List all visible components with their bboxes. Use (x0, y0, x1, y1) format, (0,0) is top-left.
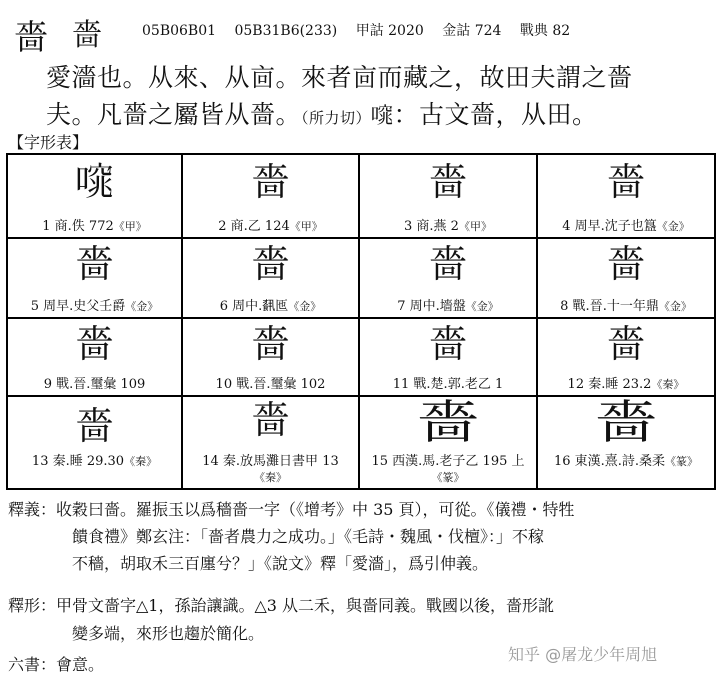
glyph-caption: 4 周早.沈子也簋《金》 (562, 219, 690, 234)
glyph-row-2 (8, 237, 714, 319)
meaning-note-line-1: 釋義：收穀曰嗇。羅振玉以爲穡嗇一字（《增考》中 35 頁），可從。《儀禮・特牲 (8, 500, 575, 519)
glyph-form: 嗇 (428, 242, 467, 286)
reference-codes (142, 20, 584, 40)
glyph-form: 嗇 (594, 395, 658, 449)
glyph-caption: 13 秦.睡 29.30《秦》 (31, 454, 158, 469)
glyph-caption: 6 周中.𩛥匜《金》 (219, 299, 322, 314)
glyph-cell-4 (538, 155, 714, 237)
glyph-cell-12 (538, 317, 714, 395)
code-2: 05B31B6(233) (234, 23, 338, 39)
glyph-form: 嗇 (75, 242, 114, 286)
glyph-caption: 7 周中.墻盤《金》 (397, 299, 499, 314)
glyph-caption: 5 周早.史父壬爵《金》 (30, 299, 159, 314)
glyph-cell-1 (8, 155, 183, 237)
glyph-cell-2 (183, 155, 360, 237)
glyph-form: 嗇 (75, 322, 114, 366)
code-4: 金詁 724 (442, 23, 502, 39)
definition-line-2-tail: ：古文嗇，从田。 (393, 100, 598, 129)
glyph-form: 嗇 (75, 404, 114, 448)
glyph-form: 嗇 (416, 395, 480, 449)
glyph-form: 嗇 (428, 322, 467, 366)
glyph-cell-11 (360, 317, 538, 395)
glyph-caption: 12 秦.睡 23.2《秦》 (567, 377, 685, 392)
glyph-table (6, 153, 716, 490)
glyph-row-1 (8, 155, 714, 239)
glyph-form: 嗇 (251, 160, 290, 204)
glyph-cell-6 (183, 237, 360, 317)
glyph-caption: 3 商.燕 2《甲》 (404, 219, 492, 234)
glyph-cell-5 (8, 237, 183, 317)
glyph-form: 嗇 (251, 242, 290, 286)
glyph-caption: 1 商.佚 772《甲》 (42, 219, 147, 234)
glyph-table-title: 【字形表】 (8, 133, 89, 152)
definition-line-2-main: 夫。凡嗇之屬皆从嗇。 (46, 100, 302, 129)
form-note-line-2: 變多端，來形也趨於簡化。 (72, 624, 265, 643)
code-3: 甲詁 2020 (355, 23, 424, 39)
glyph-caption: 10 戰.晉.璽彙 102 (215, 377, 326, 392)
glyph-caption: 16 東漢.熹.詩.桑柔《篆》 (553, 454, 699, 469)
meaning-note-line-2: 饋食禮》鄭玄注：「嗇者農力之成功。」《毛詩・魏風・伐檀》：」不稼 (72, 527, 545, 546)
glyph-form: 嗇 (606, 242, 645, 286)
head-character: 嗇 (72, 18, 102, 53)
glyph-caption: 11 戰.楚.郭.老乙 1 (392, 377, 504, 392)
glyph-caption: 8 戰.晉.十一年鼎《金》 (560, 299, 692, 314)
glyph-caption: 2 商.乙 124《甲》 (218, 219, 323, 234)
code-5: 戰典 82 (519, 23, 571, 39)
seal-script-character: 嗇 (14, 18, 48, 58)
definition-line-1: 愛濇也。从來、从㐭。來者㐭而藏之，故田夫謂之嗇 (46, 63, 633, 92)
form-note-line-1: 釋形：甲骨文嗇字△1，孫詒讓識。△3 从二禾，與嗇同義。戰國以後，嗇形訛 (8, 596, 555, 615)
glyph-caption: 14 秦.放馬灘日書甲 13 《秦》 (202, 454, 339, 484)
meaning-note-line-3: 不穡，胡取禾三百廛兮？」《說文》釋「愛濇」，爲引伸義。 (72, 554, 489, 573)
fanqie-reading: （所力切） (301, 109, 372, 127)
ancient-variant-glyph: 𠻩 (371, 104, 394, 129)
glyph-form: 嗇 (251, 322, 290, 366)
glyph-form: 𠻩 (75, 160, 114, 204)
glyph-cell-10 (183, 317, 360, 395)
glyph-row-4 (8, 395, 714, 488)
glyph-caption: 15 西漢.馬.老子乙 195 上《篆》 (371, 454, 525, 484)
glyph-cell-9 (8, 317, 183, 395)
glyph-form: 嗇 (606, 160, 645, 204)
glyph-cell-16 (538, 395, 714, 488)
glyph-form: 嗇 (606, 322, 645, 366)
glyph-form: 嗇 (251, 398, 290, 442)
watermark: 知乎 @屠龙少年周旭 (508, 645, 658, 664)
glyph-form: 嗇 (428, 160, 467, 204)
six-categories-note: 六書：會意。 (8, 655, 105, 674)
glyph-cell-7 (360, 237, 538, 317)
definition-line-2 (46, 95, 598, 131)
glyph-cell-8 (538, 237, 714, 317)
glyph-cell-3 (360, 155, 538, 237)
glyph-row-3 (8, 317, 714, 397)
glyph-cell-13 (8, 395, 183, 488)
glyph-caption: 9 戰.晉.璽彙 109 (43, 377, 146, 392)
code-1: 05B06B01 (142, 23, 217, 39)
